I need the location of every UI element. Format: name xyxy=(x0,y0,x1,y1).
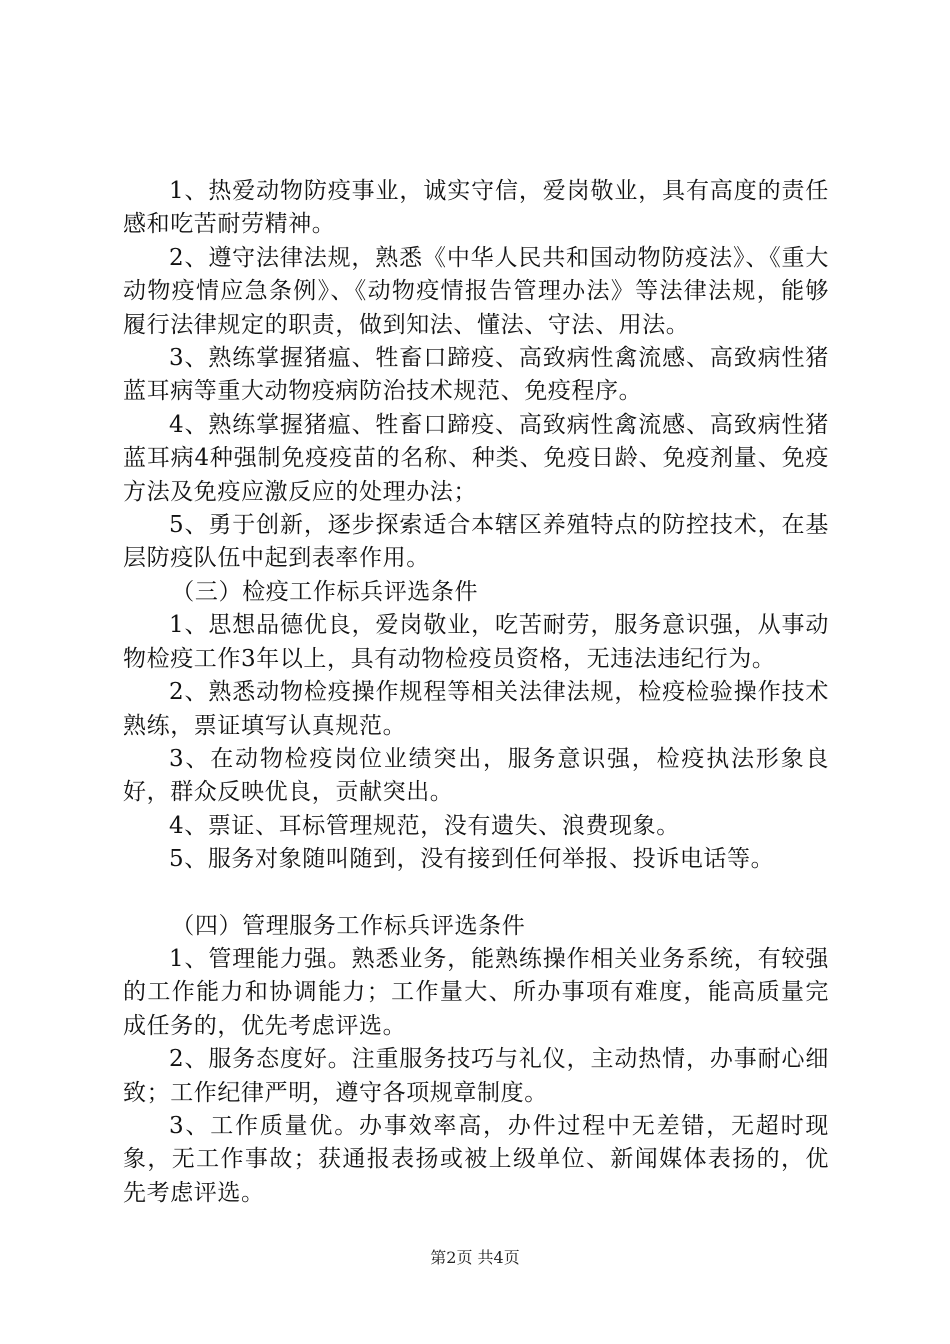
paragraph-9: 4、票证、耳标管理规范，没有遗失、浪费现象。 xyxy=(169,812,680,839)
section-heading-inspection: （三）检疫工作标兵评选条件 xyxy=(171,578,479,605)
paragraph-5: 5、勇于创新，逐步探索适合本辖区养殖特点的防控技术，在基层防疫队伍中起到表率作用。 xyxy=(123,512,829,572)
paragraph-1: 1、热爱动物防疫事业，诚实守信，爱岗敬业，具有高度的责任感和吃苦耐劳精神。 xyxy=(123,178,829,238)
paragraph-8: 3、在动物检疫岗位业绩突出，服务意识强，检疫执法形象良好，群众反映优良，贡献突出。 xyxy=(123,745,829,806)
blank-line xyxy=(123,877,829,910)
paragraph-7: 2、熟悉动物检疫操作规程等相关法律法规，检疫检验操作技术熟练，票证填写认真规范。 xyxy=(123,679,829,739)
paragraph-2: 2、遵守法律法规，熟悉《中华人民共和国动物防疫法》、《重大动物疫情应急条例》、《动物疫情报告管理办法》等法律法规，能够履行法律规定的职责，做到知法、懂法、守法、用法。 xyxy=(123,244,829,338)
paragraph-12: 2、服务态度好。注重服务技巧与礼仪，主动热情，办事耐心细致；工作纪律严明，遵守各项规章制度。 xyxy=(123,1046,829,1106)
section-heading-management: （四）管理服务工作标兵评选条件 xyxy=(171,912,526,939)
paragraph-4: 4、熟练掌握猪瘟、牲畜口蹄疫、高致病性禽流感、高致病性猪蓝耳病4种强制免疫疫苗的名称、种类、免疫日龄、免疫剂量、免疫方法及免疫应激反应的处理办法； xyxy=(123,411,829,505)
paragraph-11: 1、管理能力强。熟悉业务，能熟练操作相关业务系统，有较强的工作能力和协调能力；工作量大、所办事项有难度，能高质量完成任务的，优先考虑评选。 xyxy=(123,945,829,1039)
paragraph-6: 1、思想品德优良，爱岗敬业，吃苦耐劳，服务意识强，从事动物检疫工作3年以上，具有动物检疫员资格，无违法违纪行为。 xyxy=(123,612,829,672)
paragraph-13: 3、工作质量优。办事效率高，办件过程中无差错，无超时现象，无工作事故；获通报表扬或被上级单位、新闻媒体表扬的，优先考虑评选。 xyxy=(123,1112,829,1206)
page-footer: 第2页 共4页 xyxy=(430,1248,520,1267)
document-body xyxy=(123,175,829,1210)
paragraph-10: 5、服务对象随叫随到，没有接到任何举报、投诉电话等。 xyxy=(169,846,775,873)
paragraph-3: 3、熟练掌握猪瘟、牲畜口蹄疫、高致病性禽流感、高致病性猪蓝耳病等重大动物疫病防治技术规范、免疫程序。 xyxy=(123,345,829,405)
